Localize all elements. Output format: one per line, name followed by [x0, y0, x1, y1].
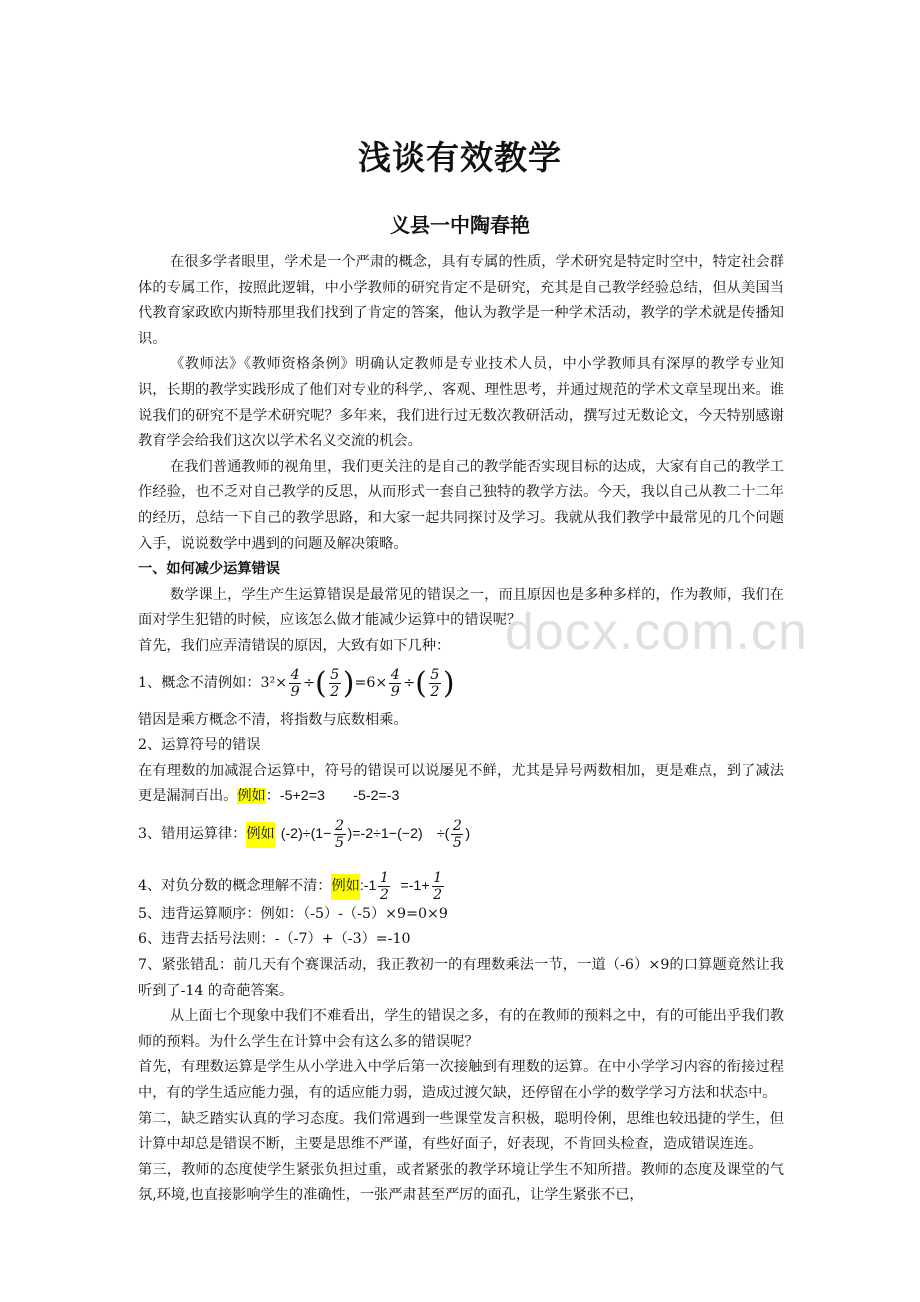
divide-sign: ÷ — [303, 674, 316, 691]
paragraph: 在我们普通教师的视角里，我们更关注的是自己的教学能否实现目标的达成，大家有自己的教学工作经验，也不乏对自己教学的反思，从而形式一套自己独特的教学方法。今天，我以自己从教二十二年的经历，总结一下自己的教学思路，和大家一起共同探讨及学习。我就从我们教学中最常见的几个问题入手，说说数学中遇到的问题及解决策略。 — [138, 458, 784, 552]
formula-text: (-2)÷(1− — [280, 826, 332, 843]
list-item-5: 5、违背运算顺序：例如：（-5）-（-5）×9=0×9 — [138, 905, 448, 922]
numerator: 5 — [330, 667, 340, 683]
formula-text: =-1+ — [400, 878, 430, 895]
paragraph: 第三，教师的态度使学生紧张负担过重，或者紧张的教学环境让学生不知所措。教师的态度及课堂的气氛,环境,也直接影响学生的准确性，一张严肃甚至严厉的面孔，让学生紧张不已， — [138, 1161, 784, 1204]
list-item-7: 7、紧张错乱：前几天有个赛课活动，我正教初一的有理数乘法一节，一道（-6）×9的口算题竟然让我听到了-14 的奇葩答案。 — [138, 957, 784, 999]
paragraph: 《教师法》《教师资格条例》明确认定教师是专业技术人员，中小学教师具有深厚的教学专业知识，长期的教学实践形成了他们对专业的科学,、客观、理性思考，并通过规范的学术文章呈现出来。谁说我们的研究不是学术研究呢？多年来，我们进行过无数次教研活动，撰写过无数论文，今天特别感谢教育学会给我们这次以学术名义交流的机会。 — [138, 356, 784, 450]
fraction — [329, 667, 341, 700]
fraction — [451, 818, 463, 851]
equals-text: =6× — [354, 674, 388, 691]
denominator: 5 — [334, 835, 345, 852]
paragraph — [138, 759, 784, 810]
fraction — [389, 667, 401, 700]
list-item-6: 6、违背去括号法则：-（-7）+（-3）=-10 — [138, 931, 411, 948]
highlight-example: 例如 — [237, 788, 266, 805]
denominator: 9 — [290, 684, 300, 700]
numerator: 4 — [390, 667, 400, 683]
paragraph: 从上面七个现象中我们不难看出，学生的错误之多，有的在教师的预料之中，有的可能出乎我们教师的预料。为什么学生在计算中会有这么多的错误呢？ — [138, 1008, 784, 1050]
formula-text: :-1 — [359, 878, 377, 895]
document-title: 浅谈有效教学 — [358, 138, 562, 177]
paragraph: 错因是乘方概念不清，将指数与底数相乘。 — [138, 711, 408, 728]
paragraph: 第二，缺乏踏实认真的学习态度。我们常遇到一些课堂发言积极，聪明伶俐，思维也较迅捷的学生，但计算中却总是错误不断，主要是思维不严谨，有些好面子，好表现，不肯回头检查，造成错误连连。 — [138, 1110, 784, 1153]
example-text: ：-5+2=3 -5-2=-3 — [265, 788, 400, 805]
denominator: 9 — [390, 684, 400, 700]
fraction — [289, 667, 301, 700]
numerator: 2 — [452, 818, 462, 835]
item-text: 3、错用运算律： — [138, 826, 247, 843]
numerator: 1 — [379, 870, 389, 887]
fraction — [432, 870, 444, 903]
highlight-example: 例如 — [246, 822, 274, 848]
numerator: 1 — [433, 870, 443, 887]
list-item-2: 2、运算符号的错误 — [138, 737, 261, 754]
fraction — [429, 667, 441, 700]
fraction — [378, 870, 390, 903]
document-body — [138, 250, 784, 1209]
numerator: 2 — [334, 818, 345, 835]
item-text: 4、对负分数的概念理解不清： — [138, 878, 332, 895]
list-item-3 — [138, 810, 784, 860]
numerator: 4 — [290, 667, 300, 683]
denominator: 2 — [430, 684, 440, 700]
paragraph-text: 在有理数的加减混合运算中，符号的错误可以说屡见不鲜，尤其是异号两数相加，更是难点，到了减法更是漏洞百出。 — [138, 762, 784, 805]
list-item-4 — [138, 872, 784, 902]
denominator: 5 — [452, 835, 462, 852]
paragraph: 首先，有理数运算是学生从小学进入中学后第一次接触到有理数的运算。在中小学学习内容的衔接过程中，有的学生适应能力强，有的适应能力弱，造成过渡欠缺，还停留在小学的数学学习方法和状态中。 — [138, 1059, 784, 1102]
highlight-example: 例如 — [331, 874, 359, 900]
section-heading: 一、如何减少运算错误 — [138, 561, 280, 578]
paragraph: 首先，我们应弄清错误的原因，大致有如下几种： — [138, 637, 451, 654]
document-author: 义县一中陶春艳 — [390, 213, 530, 237]
numerator: 5 — [430, 667, 440, 683]
fraction — [334, 818, 346, 851]
denominator: 2 — [330, 684, 340, 700]
divide-sign: ÷ — [403, 674, 416, 691]
item-text: 1、概念不清例如：3²× — [138, 674, 288, 691]
denominator: 2 — [379, 887, 389, 904]
watermark: docx.com.cn — [505, 603, 808, 661]
formula-text: ) — [465, 826, 471, 843]
formula-text: )=-2÷1−(−2) ÷( — [347, 826, 450, 843]
paragraph: 数学课上，学生产生运算错误是最常见的错误之一，而且原因也是多种多样的，作为教师，我们在面对学生犯错的时候，应该怎么做才能减少运算中的错误呢？ — [138, 586, 784, 629]
list-item-1: 1、概念不清例如：3²× $\frac{4}{9}$ ÷ ( $\frac{5}{2}$ ) =6× $\frac{4}{9}$ ÷ ( $\frac{5}{2}$ ) — [138, 665, 455, 701]
paragraph: 在很多学者眼里，学术是一个严肃的概念，具有专属的性质，学术研究是特定时空中，特定社会群体的专属工作，按照此逻辑，中小学教师的研究肯定不是研究，充其是自己教学经验总结，但从美国当代教育家政欧内斯特那里我们找到了肯定的答案，他认为教学是一种学术活动，教学的学术就是传播知识。 — [138, 254, 784, 347]
denominator: 2 — [433, 887, 443, 904]
